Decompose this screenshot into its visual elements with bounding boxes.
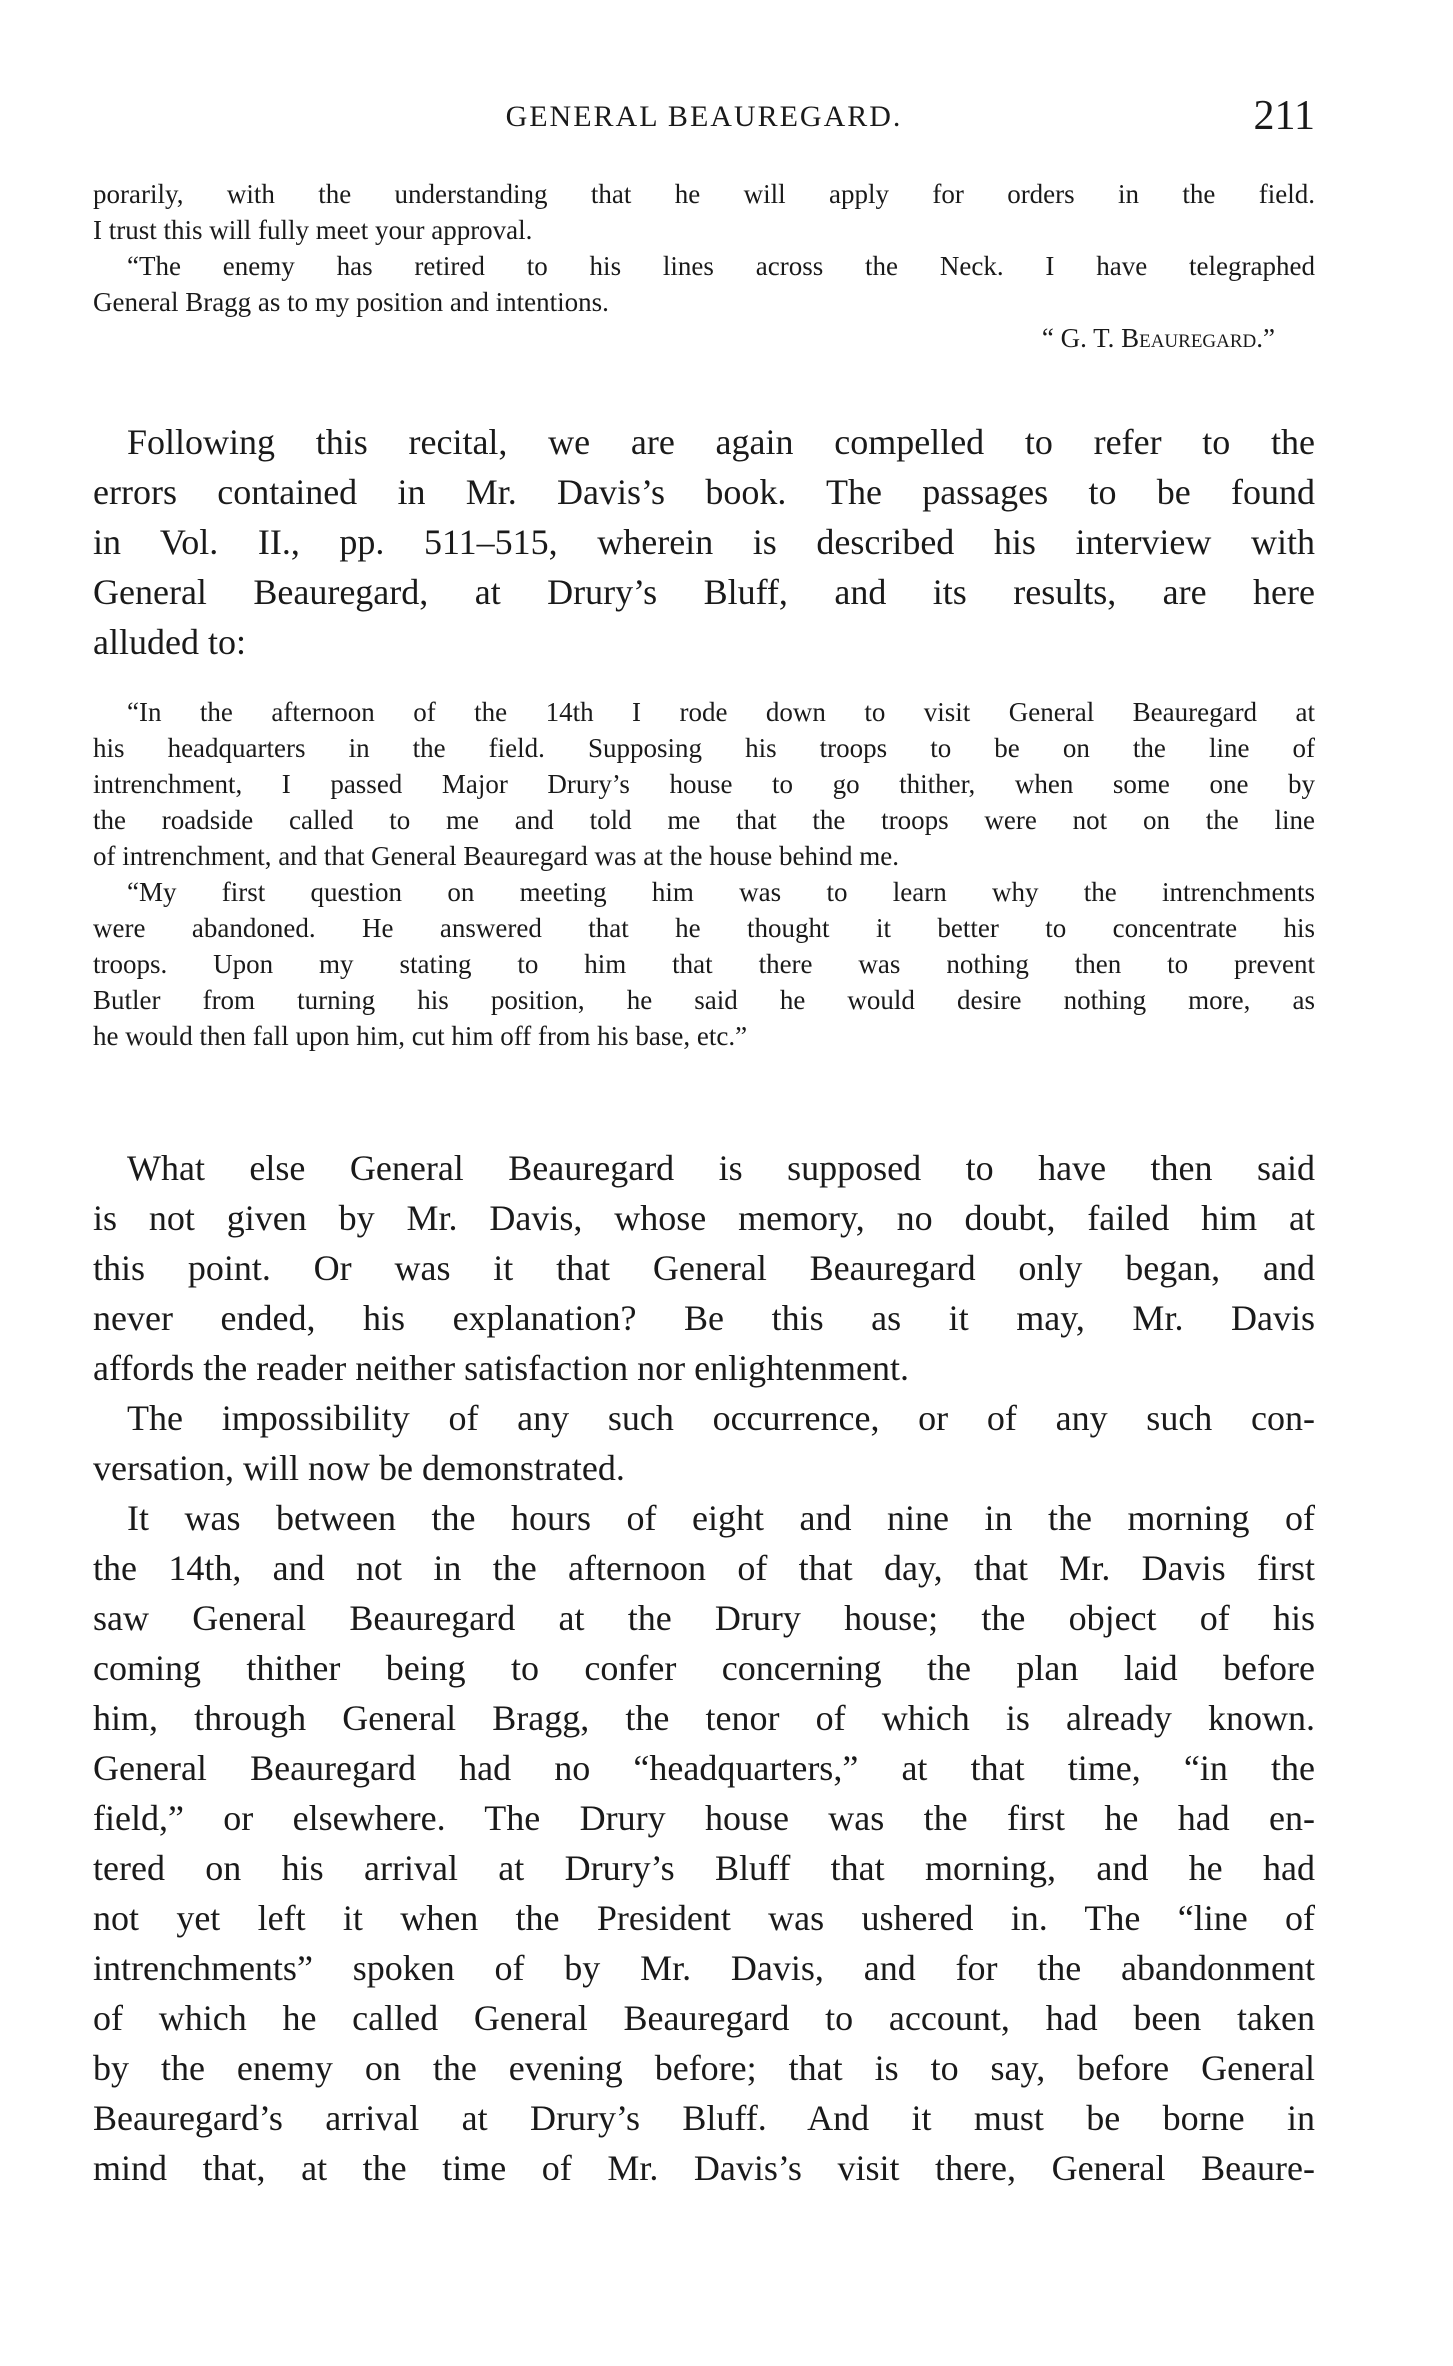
text-line: in Vol. II., pp. 511–515, wherein is described his interview with [93,522,1315,562]
quote-line: the roadside called to me and told me that the troops were not on the line [93,805,1315,835]
quote-line: “The enemy has retired to his lines across the Neck. I have telegraphed [127,251,1315,281]
text-line: affords the reader neither satisfaction nor enlightenment. [93,1348,910,1388]
text-line: him, through General Bragg, the tenor of which is already known. [93,1698,1315,1738]
text-line: coming thither being to confer concerning the plan laid before [93,1648,1315,1688]
text-line: The impossibility of any such occurrence, or of any such con- [127,1398,1315,1438]
text-line: not yet left it when the President was ushered in. The “line of [93,1898,1315,1938]
running-title: GENERAL BEAUREGARD. [505,100,903,133]
quote-line: troops. Upon my stating to him that there was nothing then to prevent [93,949,1315,979]
text-line: saw General Beauregard at the Drury house; the object of his [93,1598,1315,1638]
text-line: the 14th, and not in the afternoon of that day, that Mr. Davis first [93,1548,1315,1588]
quote-line: General Bragg as to my position and intentions. [93,287,609,317]
quote-line: porarily, with the understanding that he will apply for orders in the field. [93,179,1315,209]
paragraph-impossibility [93,1393,1315,1493]
text-line: alluded to: [93,622,246,662]
text-line: versation, will now be demonstrated. [93,1448,625,1488]
quote-line: “My first question on meeting him was to learn why the intrenchments [127,877,1315,907]
letter-quote [93,176,1315,356]
quote-line: his headquarters in the field. Supposing his troops to be on the line of [93,733,1315,763]
paragraph-drury-house [93,1493,1315,2193]
text-line: Following this recital, we are again compelled to refer to the [127,422,1315,462]
text-line: Beauregard’s arrival at Drury’s Bluff. And it must be borne in [93,2098,1315,2138]
quote-line: Butler from turning his position, he said he would desire nothing more, as [93,985,1315,1015]
text-line: errors contained in Mr. Davis’s book. The passages to be found [93,472,1315,512]
text-line: General Beauregard had no “headquarters,” at that time, “in the [93,1748,1315,1788]
quote-line: he would then fall upon him, cut him off from his base, etc.” [93,1021,748,1051]
text-line: this point. Or was it that General Beauregard only began, and [93,1248,1315,1288]
page-number: 211 [1253,93,1315,139]
quote-line: were abandoned. He answered that he thought it better to concentrate his [93,913,1315,943]
text-line: is not given by Mr. Davis, whose memory, no doubt, failed him at [93,1198,1315,1238]
text-line: mind that, at the time of Mr. Davis’s visit there, General Beaure- [93,2148,1315,2188]
paragraph-what-else [93,1143,1315,1393]
text-line: intrenchments” spoken of by Mr. Davis, and for the abandonment [93,1948,1315,1988]
text-line: It was between the hours of eight and nine in the morning of [127,1498,1315,1538]
quote-line: I trust this will fully meet your approval. [93,215,533,245]
text-line: What else General Beauregard is supposed to have then said [127,1148,1315,1188]
quote-line: “In the afternoon of the 14th I rode down to visit General Beauregard at [127,697,1315,727]
letter-signature: “ G. T. Beauregard.” [1041,323,1275,353]
quote-line: of intrenchment, and that General Beauregard was at the house behind me. [93,841,899,871]
text-line: of which he called General Beauregard to account, had been taken [93,1998,1315,2038]
text-line: never ended, his explanation? Be this as it may, Mr. Davis [93,1298,1315,1338]
davis-quote [93,694,1315,1054]
text-line: tered on his arrival at Drury’s Bluff that morning, and he had [93,1848,1315,1888]
quote-line: intrenchment, I passed Major Drury’s house to go thither, when some one by [93,769,1315,799]
paragraph-recital [93,417,1315,667]
running-head [93,92,1315,152]
text-line: General Beauregard, at Drury’s Bluff, and its results, are here [93,572,1315,612]
text-line: field,” or elsewhere. The Drury house was the first he had en- [93,1798,1315,1838]
text-line: by the enemy on the evening before; that is to say, before General [93,2048,1315,2088]
